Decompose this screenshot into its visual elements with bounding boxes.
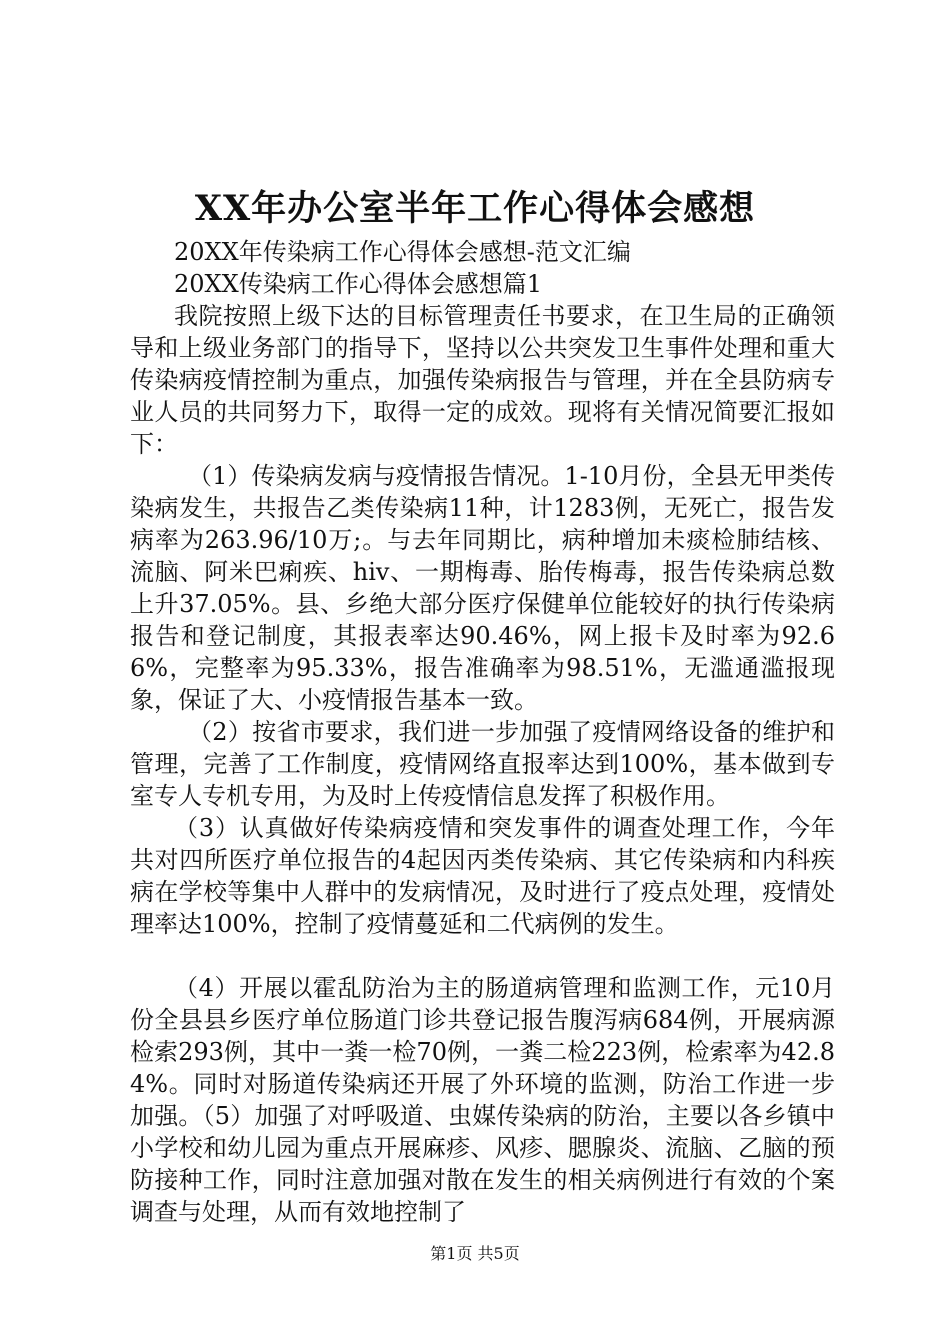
paragraph-item-4: （4）开展以霍乱防治为主的肠道病管理和监测工作，元10月份全县县乡医疗单位肠道门诊共登记报告腹泻病684例，开展病源检索293例，其中一粪一检70例，一粪二检223例，检索率为42.84%。同时对肠道传染病还开展了外环境的监测，防治工作进一步加强。（5）加强了对呼吸道、虫媒传染病的防治，主要以各乡镇中小学校和幼儿园为重点开展麻疹、风疹、腮腺炎、流脑、乙脑的预防接种工作，同时注意加强对散在发生的相关病例进行有效的个案调查与处理，从而有效地控制了 <box>130 974 835 1226</box>
paragraph-item-2: （2）按省市要求，我们进一步加强了疫情网络设备的维护和管理，完善了工作制度，疫情网络直报率达到100%，基本做到专室专人专机专用，为及时上传疫情信息发挥了积极作用。 <box>130 718 835 810</box>
subtitle-line-1: 20XX年传染病工作心得体会感想-范文汇编 <box>174 238 631 266</box>
subtitle-line-2: 20XX传染病工作心得体会感想篇1 <box>174 270 542 298</box>
paragraph-item-3: （3）认真做好传染病疫情和突发事件的调查处理工作，今年共对四所医疗单位报告的4起因丙类传染病、其它传染病和内科疾病在学校等集中人群中的发病情况，及时进行了疫点处理，疫情处理率达100%，控制了疫情蔓延和二代病例的发生。 <box>130 814 835 938</box>
paragraph-intro: 我院按照上级下达的目标管理责任书要求，在卫生局的正确领导和上级业务部门的指导下，坚持以公共突发卫生事件处理和重大传染病疫情控制为重点，加强传染病报告与管理，并在全县防病专业人员的共同努力下，取得一定的成效。现将有关情况简要汇报如下： <box>130 302 835 458</box>
document-title: XX年办公室半年工作心得体会感想 <box>194 188 756 229</box>
paragraph-item-1: （1）传染病发病与疫情报告情况。1-10月份，全县无甲类传染病发生，共报告乙类传染病11种，计1283例，无死亡，报告发病率为263.96/10万;。与去年同期比，病种增加未痰检肺结核、流脑、阿米巴痢疾、hiv、一期梅毒、胎传梅毒，报告传染病总数上升37.05%。县、乡绝大部分医疗保健单位能较好的执行传染病报告和登记制度，其报表率达90.46%，网上报卡及时率为92.66%，完整率为95.33%，报告准确率为98.51%，无滥通滥报现象，保证了大、小疫情报告基本一致。 <box>130 462 835 714</box>
page-footer: 第1页 共5页 <box>430 1244 520 1263</box>
document-body <box>130 236 835 1228</box>
